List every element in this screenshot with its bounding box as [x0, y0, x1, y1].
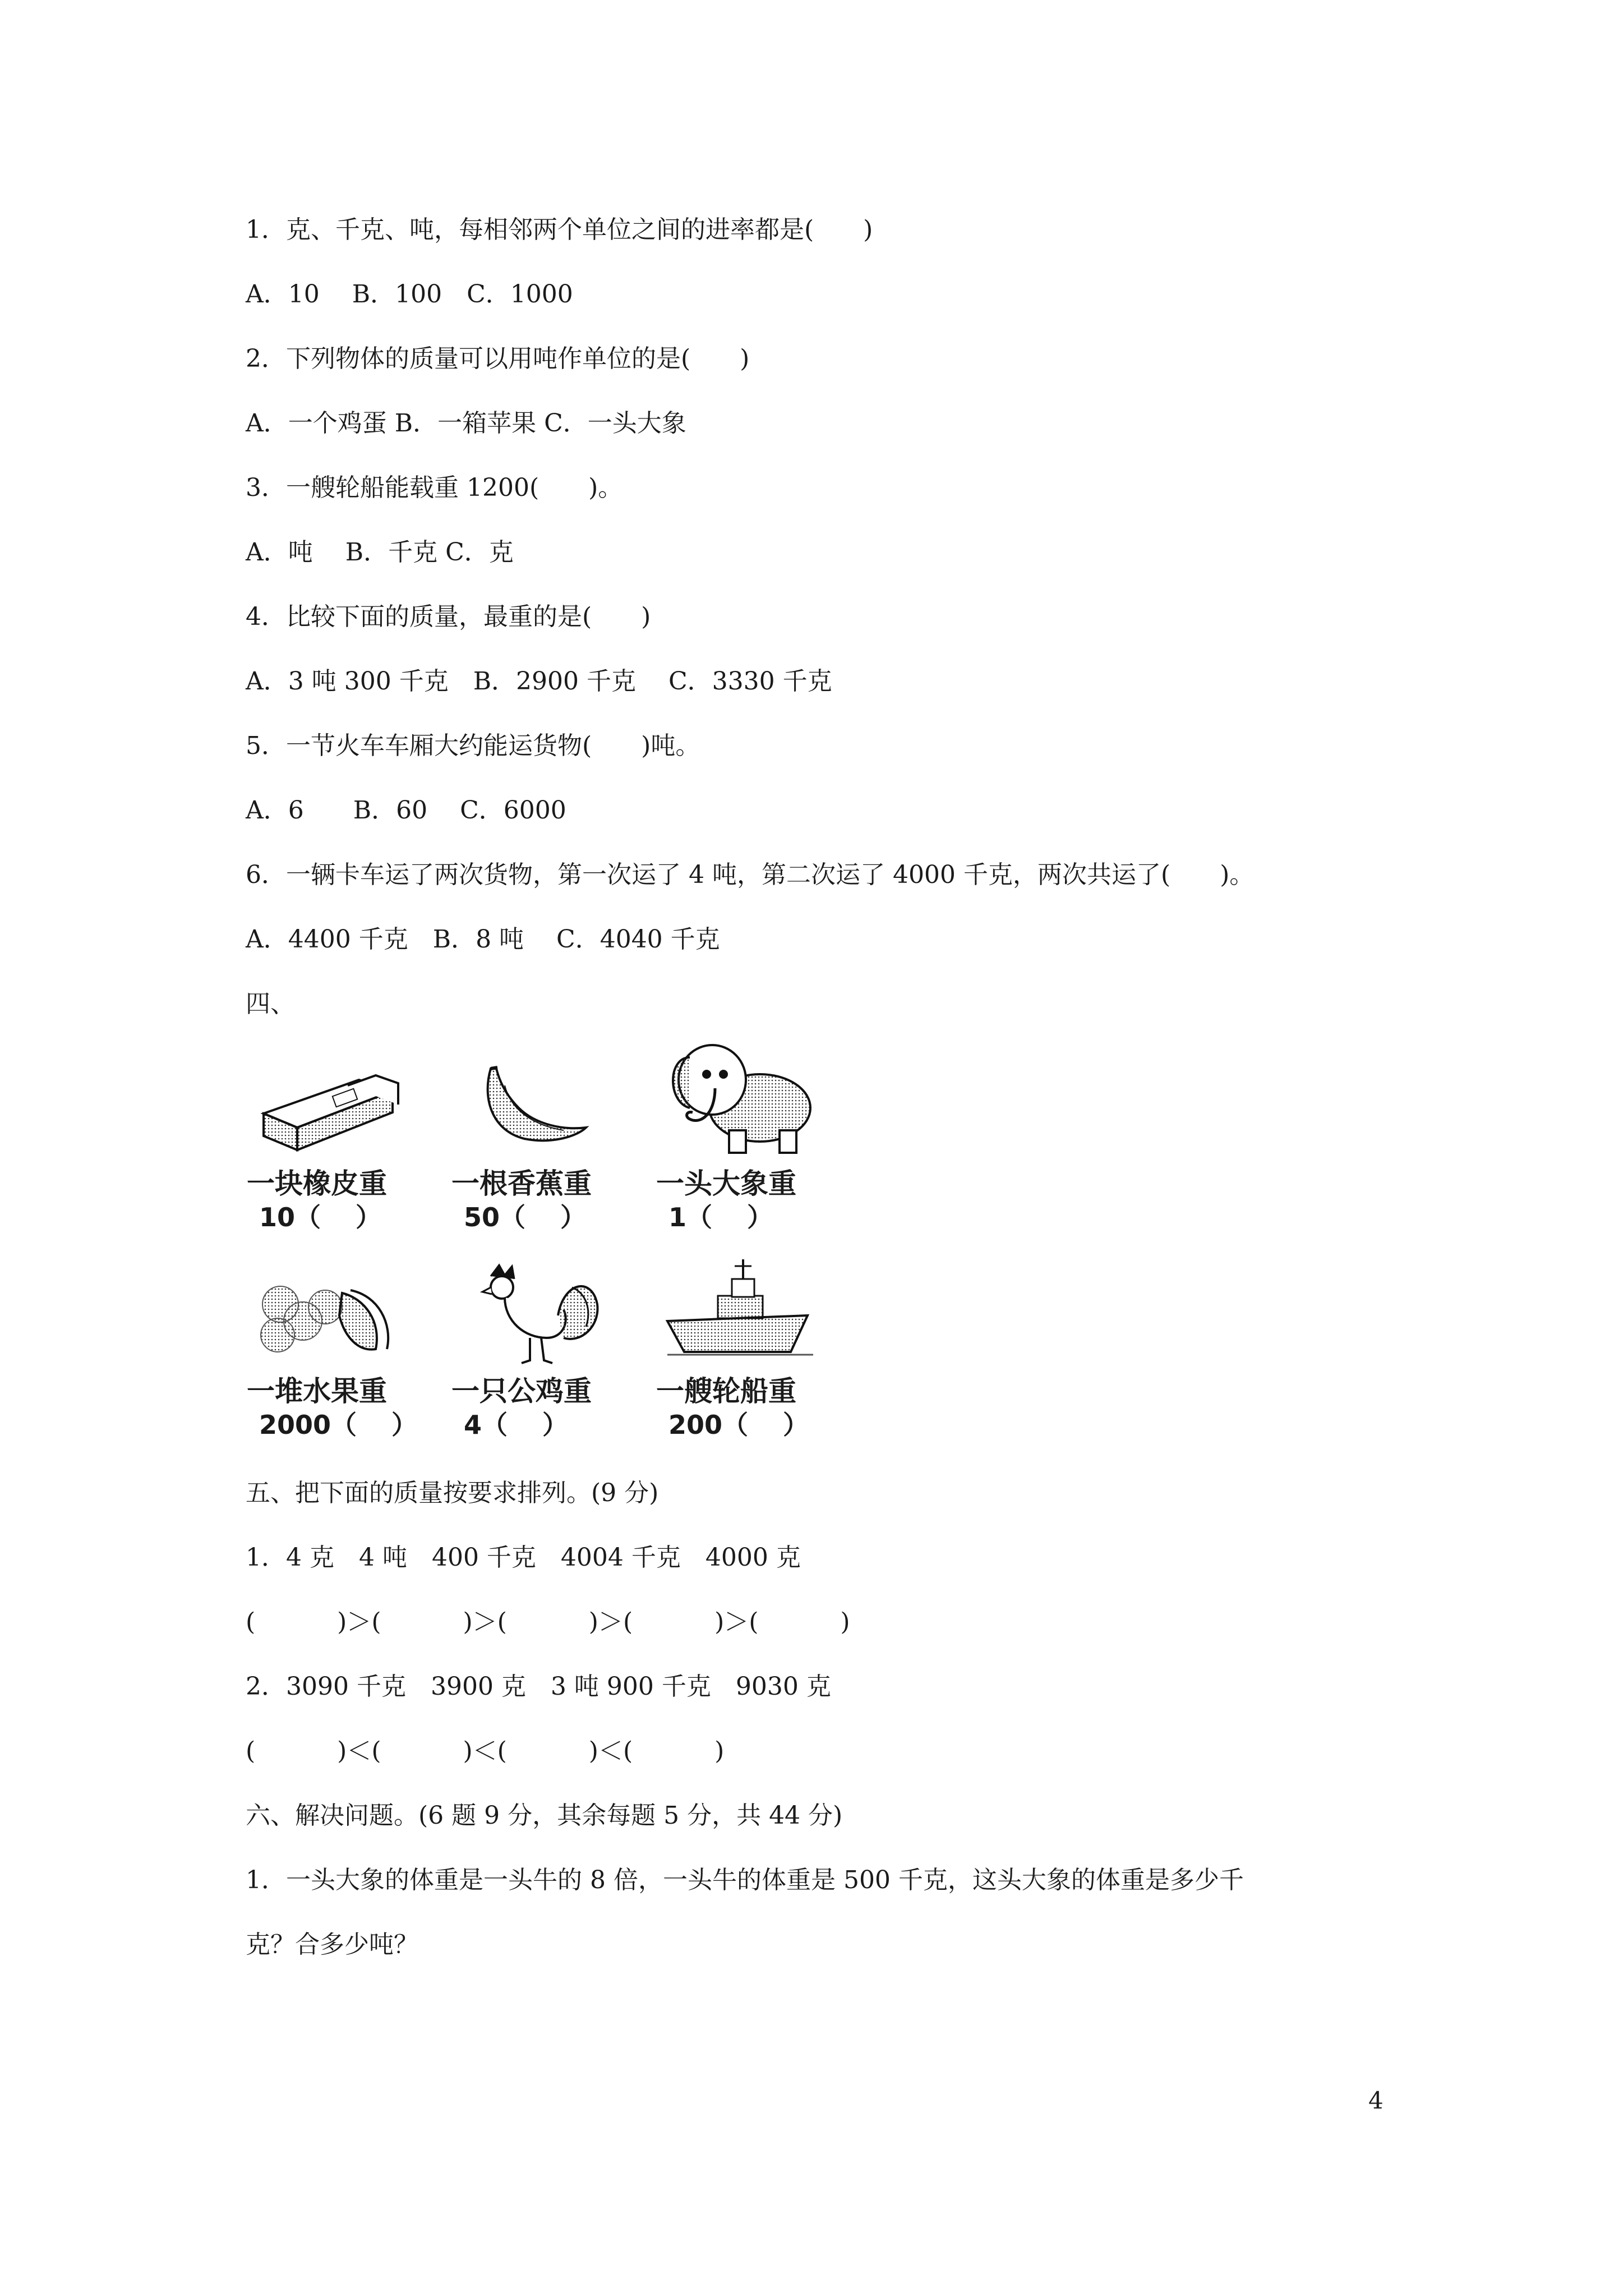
caption-rooster: 一只公鸡重: [451, 1375, 592, 1407]
caption-fruit-pile: 一堆水果重: [247, 1375, 387, 1407]
question-3: 3．一艘轮船能载重 1200( )。: [246, 473, 623, 502]
answer-elephant: 1（ ）: [668, 1202, 773, 1232]
section-5-question-2: 2．3090 千克 3900 克 3 吨 900 千克 9030 克: [246, 1672, 831, 1701]
question-6: 6．一辆卡车运了两次货物，第一次运了 4 吨，第二次运了 4000 千克，两次共运了( )。: [246, 861, 1255, 889]
item-elephant: [656, 1035, 841, 1234]
ship-icon: [656, 1254, 824, 1372]
question-1-options: A．10 B．100 C．1000: [246, 280, 573, 309]
caption-ship: 一艘轮船重: [656, 1375, 796, 1407]
question-5-options: A．6 B．60 C．6000: [246, 796, 566, 825]
item-eraser: [247, 1046, 432, 1234]
caption-elephant: 一头大象重: [656, 1167, 796, 1200]
answer-fruit-pile: 2000（ ）: [259, 1410, 418, 1440]
banana-icon: [451, 1046, 620, 1164]
section-5-question-2-blanks: ( )＜( )＜( )＜( ): [246, 1737, 725, 1765]
question-6-options: A．4400 千克 B．8 吨 C．4040 千克: [246, 925, 720, 954]
answer-eraser: 10（ ）: [259, 1202, 382, 1232]
question-4: 4．比较下面的质量，最重的是( ): [246, 602, 651, 631]
question-3-options: A．吨 B．千克 C．克: [246, 538, 514, 567]
page-number: 4: [1368, 2087, 1384, 2114]
question-2-options: A．一个鸡蛋 B．一箱苹果 C．一头大象: [246, 409, 686, 438]
section-5-question-1-blanks: ( )＞( )＞( )＞( )＞( ): [246, 1608, 850, 1636]
fruit-pile-icon: [247, 1254, 415, 1372]
question-4-options: A．3 吨 300 千克 B．2900 千克 C．3330 千克: [246, 667, 832, 696]
section-5-heading: 五、把下面的质量按要求排列。(9 分): [246, 1479, 659, 1507]
item-rooster: [451, 1254, 637, 1441]
rooster-icon: [451, 1254, 620, 1372]
question-1: 1．克、千克、吨，每相邻两个单位之间的进率都是( ): [246, 215, 873, 244]
item-fruit-pile: [247, 1254, 432, 1441]
answer-rooster: 4（ ）: [464, 1410, 569, 1440]
question-5: 5．一节火车车厢大约能运货物( )吨。: [246, 731, 700, 760]
section-6-heading: 六、解决问题。(6 题 9 分，其余每题 5 分，共 44 分): [246, 1801, 843, 1830]
eraser-icon: [247, 1046, 415, 1164]
caption-eraser: 一块橡皮重: [247, 1167, 387, 1200]
question-2: 2．下列物体的质量可以用吨作单位的是( ): [246, 344, 750, 373]
elephant-icon: [656, 1035, 824, 1164]
section-4-heading: 四、: [246, 990, 295, 1018]
item-ship: [656, 1254, 841, 1441]
answer-banana: 50（ ）: [464, 1202, 587, 1232]
section-5-question-1: 1．4 克 4 吨 400 千克 4004 千克 4000 克: [246, 1543, 801, 1572]
caption-banana: 一根香蕉重: [451, 1167, 592, 1200]
item-banana: [451, 1046, 637, 1234]
answer-ship: 200（ ）: [668, 1410, 809, 1440]
section-6-question-1-line-1: 1．一头大象的体重是一头牛的 8 倍，一头牛的体重是 500 千克，这头大象的体重是多少千: [246, 1866, 1244, 1894]
section-6-question-1-line-2: 克？合多少吨？: [246, 1930, 418, 1959]
